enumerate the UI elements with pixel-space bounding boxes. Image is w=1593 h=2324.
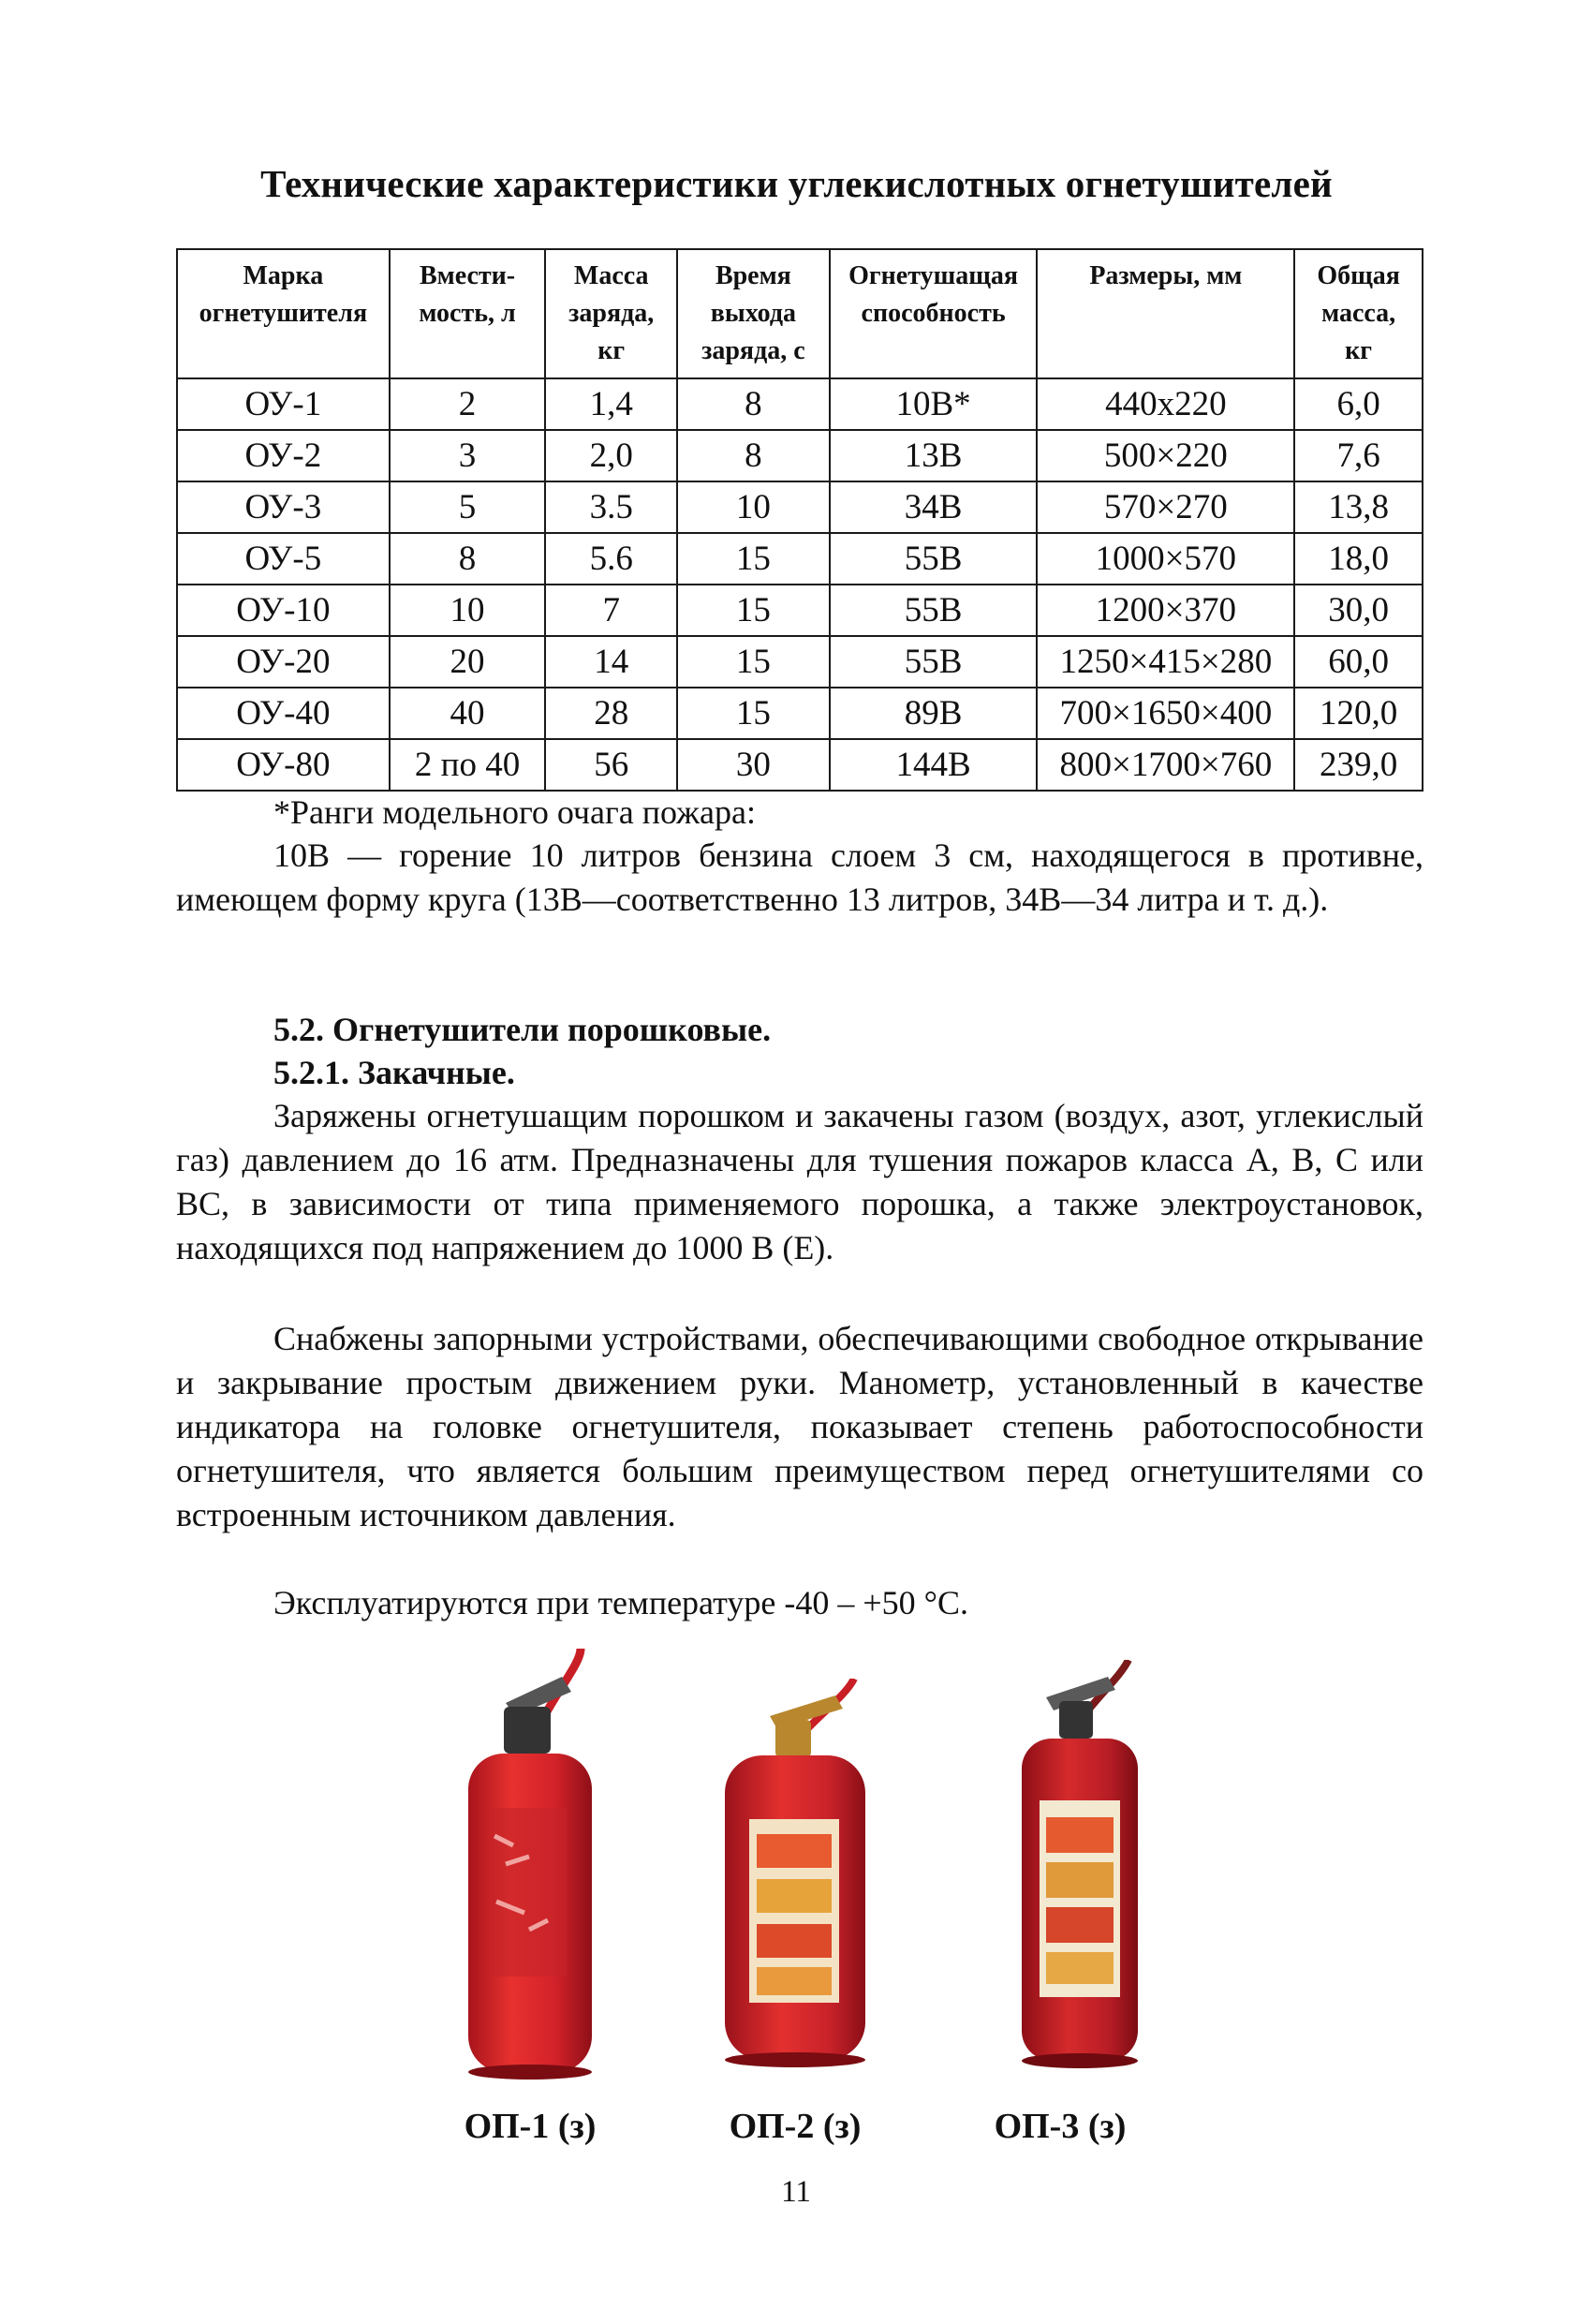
table-cell: 10: [677, 481, 830, 533]
table-cell: 18,0: [1294, 533, 1423, 585]
specs-table: [176, 248, 1423, 792]
table-row: [177, 688, 1423, 739]
table-cell: 34В: [830, 481, 1038, 533]
header-total-mass: [1294, 249, 1423, 378]
table-row: [177, 533, 1423, 585]
table-cell: ОУ-10: [177, 585, 390, 636]
table-cell: 7,6: [1294, 430, 1423, 481]
header-line: кг: [597, 336, 626, 365]
figure-caption-op3: ОП-3 (з): [994, 2107, 1127, 2146]
table-cell: ОУ-3: [177, 481, 390, 533]
header-line: кг: [1345, 336, 1373, 365]
table-cell: 30: [677, 739, 830, 791]
paragraph-valves: Снабжены запорными устройствами, обеспечивающими свободное открывание и закрывание простым движением руки. Манометр, установленный в качестве индикатора на головке огнетушителя, показывает степень работоспособности огнетушителя, что является большим преимуществом перед огнетушителями со встроенным источником давления.: [176, 1320, 1423, 1533]
page-title: Технические характеристики углекислотных огнетушителей: [260, 162, 1333, 205]
header-line: огнетушителя: [199, 299, 368, 328]
table-cell: 89В: [830, 688, 1038, 739]
figure-caption-op2: ОП-2 (з): [729, 2107, 862, 2146]
table-cell: 28: [545, 688, 677, 739]
table-cell: 15: [677, 533, 830, 585]
header-line: Огнетушащая: [848, 261, 1019, 290]
header-brand: [177, 249, 390, 378]
header-extinguishing-ability: [830, 249, 1038, 378]
header-dimensions: [1037, 249, 1294, 378]
header-line: способность: [861, 299, 1006, 328]
figure-caption-op1: ОП-1 (з): [464, 2107, 597, 2146]
header-charge-mass: [545, 249, 677, 378]
header-line: заряда,: [568, 299, 655, 328]
header-line: Вмести-: [419, 261, 516, 290]
table-row: [177, 430, 1423, 481]
table-cell: 120,0: [1294, 688, 1423, 739]
table-row: [177, 378, 1423, 430]
table-cell: 239,0: [1294, 739, 1423, 791]
table-cell: 1250×415×280: [1037, 636, 1294, 688]
table-row: [177, 636, 1423, 688]
table-cell: 13,8: [1294, 481, 1423, 533]
table-cell: 2 по 40: [390, 739, 546, 791]
table-cell: 10В*: [830, 378, 1038, 430]
table-cell: 8: [677, 430, 830, 481]
table-cell: 1200×370: [1037, 585, 1294, 636]
table-cell: 700×1650×400: [1037, 688, 1294, 739]
table-cell: 55В: [830, 533, 1038, 585]
table-cell: ОУ-1: [177, 378, 390, 430]
table-cell: 7: [545, 585, 677, 636]
table-cell: 570×270: [1037, 481, 1294, 533]
table-cell: 500×220: [1037, 430, 1294, 481]
table-cell: 2: [390, 378, 546, 430]
header-discharge-time: [677, 249, 830, 378]
header-line: Масса: [573, 261, 649, 290]
paragraph-description: Заряжены огнетушащим порошком и закачены газом (воздух, азот, углекислый газ) давлением до 16 атм. Предназначены для тушения пожаров класса А, В, С или ВС, в зависимости от типа применяемого порошка, а также электроустановок, находящихся под напряжением до 1000 В (Е).: [176, 1097, 1423, 1266]
header-line: Общая: [1317, 261, 1400, 290]
footnote-title: *Ранги модельного очага пожара:: [273, 793, 756, 831]
table-row: [177, 481, 1423, 533]
footnote-text: 10В — горение 10 литров бензина слоем 3 см, находящегося в противне, имеющем форму круга (13В—соответственно 13 литров, 34В—34 литра и т. д.).: [176, 836, 1423, 918]
table-cell: 14: [545, 636, 677, 688]
header-line: мость, л: [419, 299, 516, 328]
table-row: [177, 739, 1423, 791]
table-cell: 8: [390, 533, 546, 585]
table-cell: 440х220: [1037, 378, 1294, 430]
table-header-row: [177, 249, 1423, 378]
table-cell: 2,0: [545, 430, 677, 481]
table-row: [177, 585, 1423, 636]
table-cell: ОУ-5: [177, 533, 390, 585]
table-cell: 60,0: [1294, 636, 1423, 688]
table-cell: 8: [677, 378, 830, 430]
table-cell: 800×1700×760: [1037, 739, 1294, 791]
table-cell: ОУ-40: [177, 688, 390, 739]
table-cell: 55В: [830, 585, 1038, 636]
header-line: Размеры, мм: [1089, 261, 1243, 290]
table-cell: 15: [677, 585, 830, 636]
page-number: 11: [781, 2175, 811, 2209]
table-cell: 15: [677, 636, 830, 688]
extinguisher-op1-image: [440, 1649, 618, 2080]
table-cell: 3.5: [545, 481, 677, 533]
table-cell: 5: [390, 481, 546, 533]
header-line: Время: [715, 261, 791, 290]
paragraph-temperature: Эксплуатируются при температуре -40 – +50 °С.: [273, 1584, 969, 1621]
table-cell: 40: [390, 688, 546, 739]
section-heading: 5.2. Огнетушители порошковые.: [273, 1011, 772, 1048]
table-cell: ОУ-80: [177, 739, 390, 791]
table-cell: 144В: [830, 739, 1038, 791]
table-cell: ОУ-2: [177, 430, 390, 481]
header-line: выхода: [710, 299, 797, 328]
table-cell: 1000×570: [1037, 533, 1294, 585]
table-cell: 20: [390, 636, 546, 688]
table-cell: 10: [390, 585, 546, 636]
extinguisher-op2-image: [704, 1679, 882, 2072]
table-cell: 6,0: [1294, 378, 1423, 430]
table-cell: 13В: [830, 430, 1038, 481]
table-cell: ОУ-20: [177, 636, 390, 688]
table-cell: 5.6: [545, 533, 677, 585]
table-cell: 56: [545, 739, 677, 791]
section-subheading: 5.2.1. Закачные.: [273, 1054, 515, 1091]
header-line: заряда, с: [701, 336, 805, 365]
table-cell: 3: [390, 430, 546, 481]
table-cell: 15: [677, 688, 830, 739]
header-line: масса,: [1321, 299, 1396, 328]
table-cell: 55В: [830, 636, 1038, 688]
table-cell: 1,4: [545, 378, 677, 430]
extinguisher-op3-image: [988, 1660, 1166, 2072]
header-capacity: [390, 249, 546, 378]
table-cell: 30,0: [1294, 585, 1423, 636]
header-line: Марка: [243, 261, 324, 290]
